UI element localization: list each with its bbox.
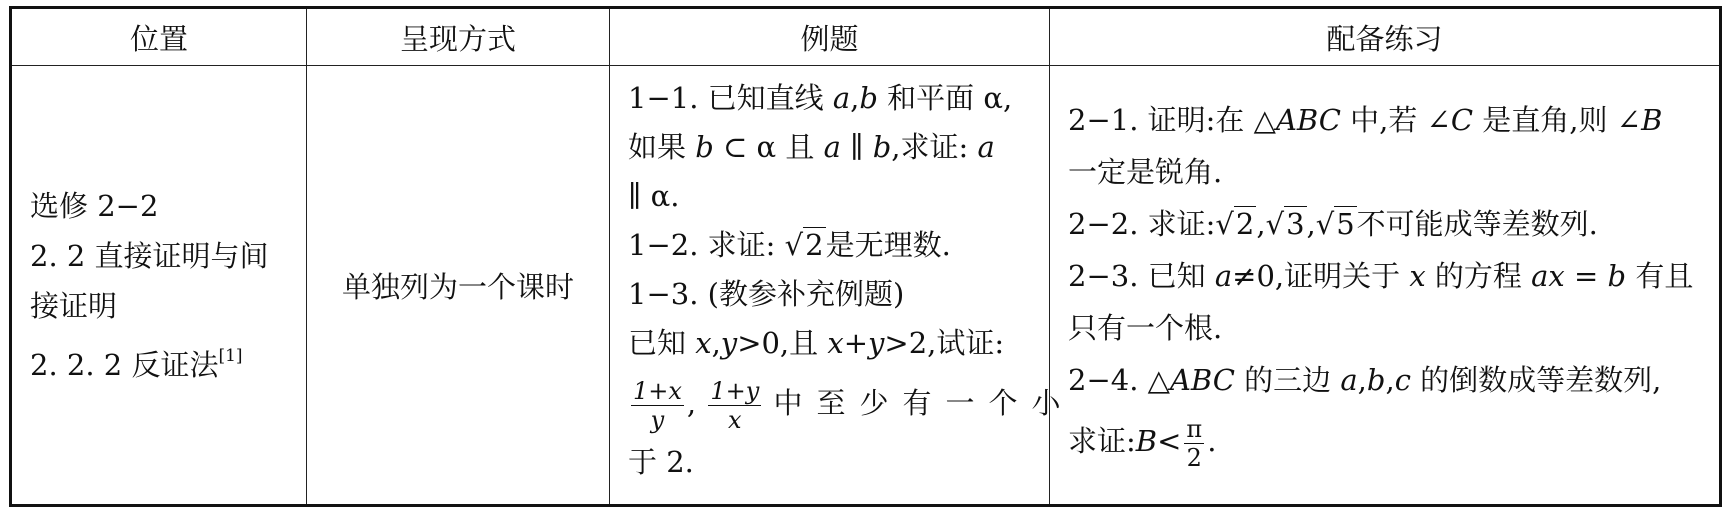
example-line: 如果 b ⊂ α 且 a ∥ b,求证: a <box>628 130 995 164</box>
header-presentation: 呈现方式 <box>307 8 610 66</box>
example-line: 已知 x,y>0,且 x+y>2,试证: <box>628 326 1005 360</box>
presentation-cell: 单独列为一个课时 <box>307 66 610 506</box>
practice-line: 求证:B< $\frac{\pi}{2}$ . <box>1068 414 1217 472</box>
header-examples: 例题 <box>610 8 1050 66</box>
header-position: 位置 <box>11 8 307 66</box>
fraction: $\frac{1+x}{y}$ <box>633 376 682 434</box>
position-line: 接证明 <box>30 288 118 323</box>
fraction: $\frac{1+y}{x}$ <box>710 376 760 434</box>
example-line: $\frac{1+x}{y}$ , $\frac{1+y}{x}$ 中至少有一个小 <box>633 376 1075 434</box>
sqrt-symbol: √2 <box>1215 207 1255 241</box>
example-line: ∥ α. <box>628 179 680 213</box>
practice-line: 一定是锐角. <box>1068 155 1223 189</box>
example-line: 1−2. 求证: √2是无理数. <box>628 228 951 262</box>
examples-cell <box>610 66 1075 506</box>
sqrt-symbol: √5 <box>1315 207 1355 241</box>
practice-line: 只有一个根. <box>1068 311 1223 345</box>
example-line: 1−3. (教参补充例题) <box>628 277 905 311</box>
position-line <box>30 331 306 390</box>
sqrt-symbol: √3 <box>1265 207 1305 241</box>
header-practice: 配备练习 <box>1050 8 1721 66</box>
fraction: $\frac{\pi}{2}$ <box>1186 414 1203 472</box>
practice-line: 2−2. 求证:√2,√3,√5不可能成等差数列. <box>1068 207 1598 241</box>
position-line: 选修 2−2 <box>30 188 159 223</box>
position-line: 2. 2 直接证明与间 <box>30 238 269 273</box>
lesson-table <box>9 6 1722 507</box>
citation-ref: [1] <box>218 345 243 366</box>
practice-line: 2−4. △ABC 的三边 a,b,c 的倒数成等差数列, <box>1068 363 1662 397</box>
example-line: 1−1. 已知直线 a,b 和平面 α, <box>628 81 1013 115</box>
sqrt-symbol: √2 <box>784 228 824 262</box>
practice-line: 2−3. 已知 a≠0,证明关于 x 的方程 ax = b 有且 <box>1068 259 1694 293</box>
practice-line: 2−1. 证明:在 △ABC 中,若 ∠C 是直角,则 ∠B <box>1068 103 1663 137</box>
example-line: 于 2. <box>628 445 694 479</box>
table-header-row <box>11 8 1721 66</box>
position-cell <box>11 66 307 506</box>
table-row <box>11 66 1721 506</box>
section-title: 2. 2. 2 反证法 <box>30 347 219 382</box>
practice-cell <box>1050 66 1721 506</box>
